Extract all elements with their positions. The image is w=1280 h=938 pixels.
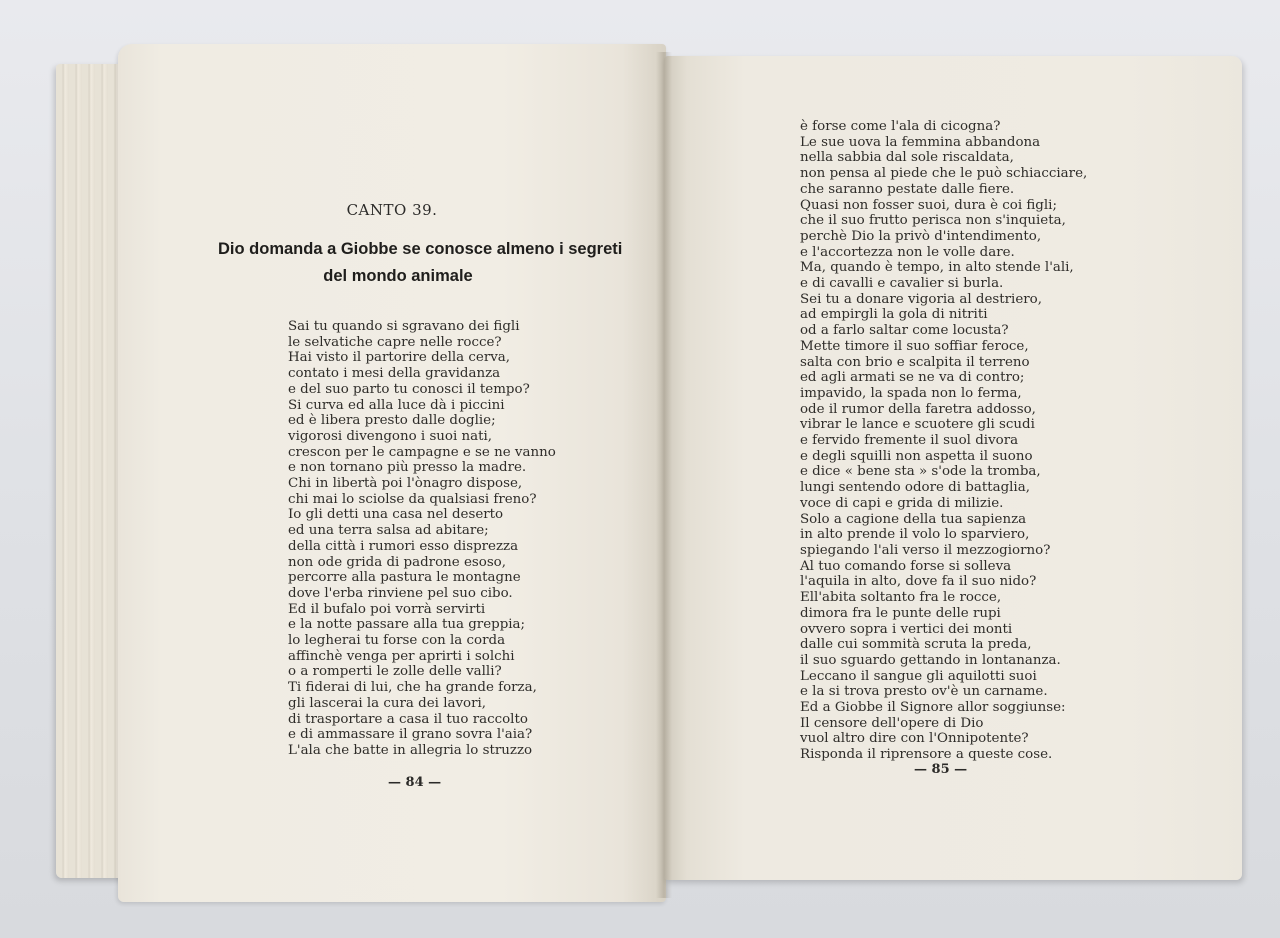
verse-line: Sai tu quando si sgravano dei figli (288, 319, 520, 334)
verse-block-right (800, 119, 1087, 763)
verse-line: e la notte passare alla tua greppia; (288, 617, 526, 633)
verse-line: dove l'erba rinviene pel suo cibo. (288, 585, 513, 601)
verse-line: Risponda il riprensore a queste cose. (800, 747, 1053, 763)
verse-line: contato i mesi della gravidanza (288, 366, 501, 382)
subtitle-line: del mondo animale (323, 267, 473, 285)
verse-line: Ell'abita soltanto fra le rocce, (800, 590, 1002, 606)
verse-line: Ma, quando è tempo, in alto stende l'ali, (800, 260, 1074, 276)
verse-line: Ed a Giobbe il Signore allor soggiunse: (800, 700, 1066, 716)
verse-line: gli lascerai la cura dei lavori, (288, 695, 487, 711)
page-number-right: — 85 — (914, 762, 968, 777)
verse-line: L'ala che batte in allegria lo struzzo (288, 742, 533, 758)
verse-line: spiegando l'ali verso il mezzogiorno? (800, 542, 1051, 558)
verse-line: Hai visto il partorire della cerva, (288, 350, 511, 366)
verse-line: salta con brio e scalpita il terreno (800, 354, 1030, 370)
verse-line: e di cavalli e cavalier si burla. (800, 276, 1004, 292)
verse-line: Il censore dell'opere di Dio (800, 715, 984, 731)
verse-line: che saranno pestate dalle fiere. (800, 181, 1015, 197)
verse-line: lo legherai tu forse con la corda (288, 633, 506, 649)
verse-line: dalle cui sommità scruta la preda, (800, 637, 1032, 653)
verse-line: e di ammassare il grano sovra l'aia? (288, 727, 533, 743)
verse-line: dimora fra le punte delle rupi (800, 605, 1001, 621)
verse-line: lungi sentendo odore di battaglia, (800, 480, 1030, 496)
verse-line: Quasi non fosser suoi, dura è coi figli; (800, 197, 1057, 213)
verse-block-left (288, 319, 556, 759)
verse-line: impavido, la spada non lo ferma, (800, 385, 1022, 401)
canto-title: CANTO 39. (346, 201, 438, 219)
verse-line: Io gli detti una casa nel deserto (288, 507, 504, 523)
canto-subtitle (218, 236, 623, 290)
verse-line: e non tornano più presso la madre. (288, 460, 527, 476)
verse-line: vigorosi divengono i suoi nati, (288, 428, 493, 444)
verse-line: non pensa al piede che le può schiacciare, (800, 166, 1088, 182)
right-page (664, 56, 1242, 880)
verse-line: della città i rumori esso disprezza (288, 538, 519, 554)
verse-line: chi mai lo sciolse da qualsiasi freno? (288, 491, 537, 507)
verse-line: nella sabbia dal sole riscaldata, (800, 150, 1014, 166)
verse-line: ode il rumor della faretra addosso, (800, 401, 1036, 417)
verse-line: che il suo frutto perisca non s'inquieta, (800, 213, 1066, 229)
verse-line: di trasportare a casa il tuo raccolto (288, 711, 528, 727)
verse-line: è forse come l'ala di cicogna? (800, 119, 1001, 134)
verse-line: od a farlo saltar come locusta? (800, 323, 1009, 339)
verse-line: perchè Dio la privò d'intendimento, (800, 228, 1042, 244)
verse-line: e degli squilli non aspetta il suono (800, 448, 1033, 464)
verse-line: e la si trova presto ov'è un carname. (800, 684, 1048, 700)
verse-line: Ed il bufalo poi vorrà servirti (288, 601, 486, 617)
verse-line: vibrar le lance e scuotere gli scudi (800, 417, 1035, 433)
verse-line: vuol altro dire con l'Onnipotente? (800, 731, 1029, 747)
verse-line: e del suo parto tu conosci il tempo? (288, 381, 530, 397)
verse-line: e l'accortezza non le volle dare. (800, 244, 1015, 260)
verse-line: Sei tu a donare vigoria al destriero, (800, 291, 1042, 307)
verse-line: affinchè venga per aprirti i solchi (288, 648, 515, 664)
verse-line: Le sue uova la femmina abbandona (800, 134, 1041, 150)
verse-line: ed è libera presto dalle doglie; (288, 413, 496, 429)
verse-line: ad empirgli la gola di nitriti (800, 307, 988, 323)
verse-line: non ode grida di padrone esoso, (288, 554, 507, 570)
verse-line: il suo sguardo gettando in lontananza. (800, 652, 1061, 668)
book-gutter (656, 52, 672, 898)
verse-line: voce di capi e grida di milizie. (800, 495, 1004, 511)
verse-line: ed una terra salsa ad abitare; (288, 523, 489, 539)
verse-line: l'aquila in alto, dove fa il suo nido? (800, 574, 1037, 590)
subtitle-line: Dio domanda a Giobbe se conosce almeno i segreti (218, 240, 623, 258)
verse-line: Al tuo comando forse si solleva (800, 558, 1012, 574)
verse-line: ovvero sopra i vertici dei monti (800, 621, 1013, 637)
verse-line: Chi in libertà poi l'ònagro dispose, (288, 476, 523, 492)
verse-line: le selvatiche capre nelle rocce? (288, 334, 502, 350)
verse-line: Leccano il sangue gli aquilotti suoi (800, 668, 1037, 684)
verse-line: e fervido fremente il suol divora (800, 433, 1019, 449)
verse-line: Solo a cagione della tua sapienza (800, 511, 1027, 527)
verse-line: Si curva ed alla luce dà i piccini (288, 397, 505, 413)
left-page (118, 44, 666, 902)
verse-line: Mette timore il suo soffiar feroce, (800, 338, 1029, 354)
verse-line: o a romperti le zolle delle valli? (288, 664, 502, 680)
verse-line: crescon per le campagne e se ne vanno (288, 444, 556, 460)
verse-line: percorre alla pastura le montagne (288, 570, 521, 586)
page-number-left: — 84 — (388, 775, 442, 790)
verse-line: e dice « bene sta » s'ode la tromba, (800, 464, 1041, 480)
verse-line: ed agli armati se ne va di contro; (800, 370, 1025, 386)
verse-line: in alto prende il volo lo sparviero, (800, 527, 1030, 543)
verse-line: Ti fiderai di lui, che ha grande forza, (288, 680, 537, 696)
